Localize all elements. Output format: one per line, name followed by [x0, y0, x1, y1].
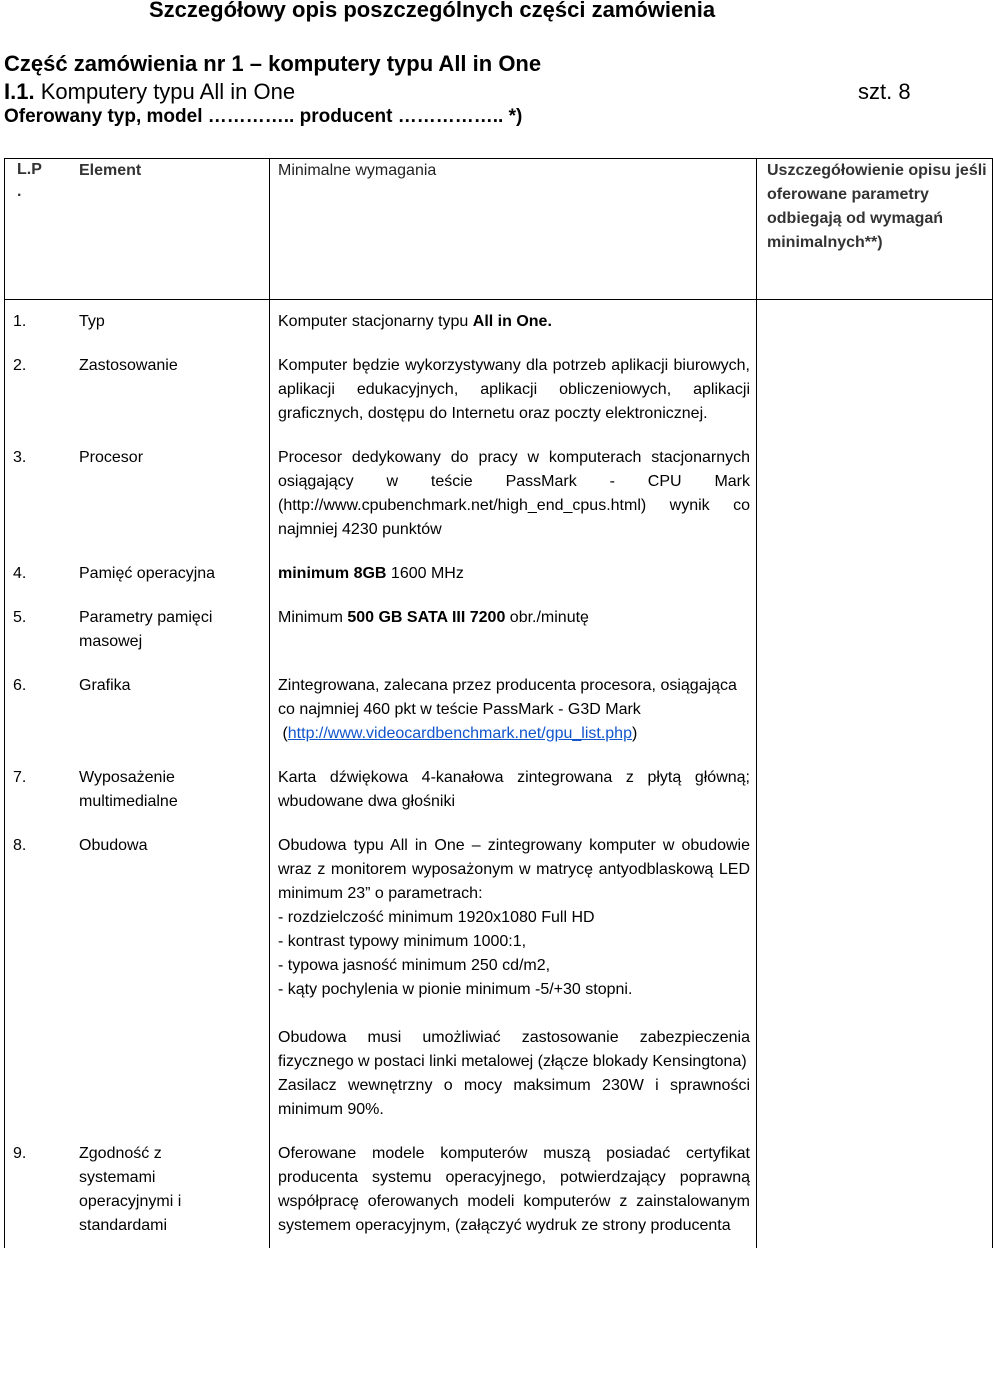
req-text: 1600 MHz	[386, 565, 464, 582]
table-row	[5, 824, 993, 1132]
header-details: Uszczegółowienie opisu jeśli oferowane parametry odbiegają od wymagań minimalnych**)	[767, 162, 987, 251]
row-requirements	[278, 552, 750, 596]
quantity: szt. 8	[858, 79, 911, 104]
req-text: Zasilacz wewnętrzny o mocy maksimum 230W i sprawności minimum 90%.	[278, 1077, 750, 1118]
row-requirements: Procesor dedykowany do pracy w komputerach stacjonarnych osiągający w teście PassMark - CPU Mark (http://www.cpubenchmark.net/high_end_cpus.html) wynik co najmniej 4230 punktów	[278, 449, 750, 538]
row-requirements	[278, 824, 750, 1132]
header-requirements: Minimalne wymagania	[278, 162, 437, 179]
req-bold-text: minimum 8GB	[278, 565, 387, 582]
subsection-title	[4, 79, 295, 105]
row-number: 9.	[13, 1145, 27, 1162]
row-requirements	[278, 596, 750, 640]
row-element: Zastosowanie	[79, 357, 178, 374]
row-number: 2.	[13, 357, 27, 374]
table-row	[5, 664, 993, 756]
row-number: 7.	[13, 769, 27, 786]
row-element: Grafika	[79, 677, 131, 694]
row-number: 3.	[13, 449, 27, 466]
row-requirements	[278, 300, 750, 344]
row-element: Wyposażenie multimedialne	[79, 769, 178, 810]
req-text: Zintegrowana, zalecana przez producenta procesora, osiągająca co najmniej 460 pkt w teście PassMark - G3D Mark	[278, 677, 737, 718]
row-element: Pamięć operacyjna	[79, 565, 216, 582]
row-element: Parametry pamięci masowej	[79, 609, 213, 650]
offer-line: Oferowany typ, model ………….. producent …………….. *)	[4, 106, 523, 127]
req-bold-text: All in One.	[472, 313, 552, 330]
req-text: (	[278, 725, 288, 742]
req-list: - rozdzielczość minimum 1920x1080 Full HD - kontrast typowy minimum 1000:1, - typowa jasność minimum 250 cd/m2, - kąty pochylenia w pionie minimum -5/+30 stopni.	[278, 909, 633, 998]
row-number: 5.	[13, 609, 27, 626]
header-lp: L.P .	[17, 161, 42, 200]
req-text: Komputer stacjonarny typu	[278, 313, 473, 330]
row-requirements: Oferowane modele komputerów muszą posiadać certyfikat producenta systemu operacyjnego, potwierdzający poprawną współpracę oferowanych modeli komputerów z zainstalowanym systemem operacyjnym, (załączyć wydruk ze strony producenta	[278, 1145, 750, 1234]
row-requirements: Karta dźwiękowa 4-kanałowa zintegrowana z płytą główną; wbudowane dwa głośniki	[278, 769, 750, 810]
row-number: 8.	[13, 837, 27, 854]
specification-table	[4, 158, 993, 1248]
req-text: Obudowa musi umożliwiać zastosowanie zabezpieczenia fizycznego w postaci linki metalowej (złącze blokady Kensingtona)	[278, 1029, 750, 1070]
table-row	[5, 596, 993, 664]
row-requirements: Komputer będzie wykorzystywany dla potrzeb aplikacji biurowych, aplikacji edukacyjnych, aplikacji obliczeniowych, aplikacji graficznych, dostępu do Internetu oraz poczty elektronicznej.	[278, 357, 750, 422]
row-number: 4.	[13, 565, 27, 582]
subsection-number: I.1.	[4, 79, 35, 104]
table-row	[5, 300, 993, 345]
req-text: obr./minutę	[505, 609, 589, 626]
header-element: Element	[79, 162, 142, 179]
gpu-list-link[interactable]: http://www.videocardbenchmark.net/gpu_list.php	[287, 725, 632, 742]
table-header-row	[5, 159, 993, 300]
row-element: Typ	[79, 313, 105, 330]
row-number: 6.	[13, 677, 27, 694]
table-row	[5, 1132, 993, 1248]
row-element: Obudowa	[79, 837, 148, 854]
req-text: )	[631, 725, 638, 742]
row-element: Zgodność z systemami operacyjnymi i standardami	[79, 1145, 182, 1234]
row-element: Procesor	[79, 449, 144, 466]
row-number: 1.	[13, 313, 27, 330]
table-row	[5, 436, 993, 552]
req-text: Obudowa typu All in One – zintegrowany komputer w obudowie wraz z monitorem wyposażonym w matrycę antyodblaskową LED minimum 23” o parametrach:	[278, 837, 750, 902]
req-text: Minimum	[278, 609, 348, 626]
part-title: Część zamówienia nr 1 – komputery typu All in One	[4, 51, 542, 76]
req-bold-text: 500 GB SATA III 7200	[347, 609, 506, 626]
table-row	[5, 756, 993, 824]
subsection-text: Komputery typu All in One	[40, 79, 296, 104]
row-requirements	[278, 664, 750, 756]
document-title: Szczegółowy opis poszczególnych części zamówienia	[149, 0, 716, 22]
table-row	[5, 344, 993, 436]
table-row	[5, 552, 993, 596]
